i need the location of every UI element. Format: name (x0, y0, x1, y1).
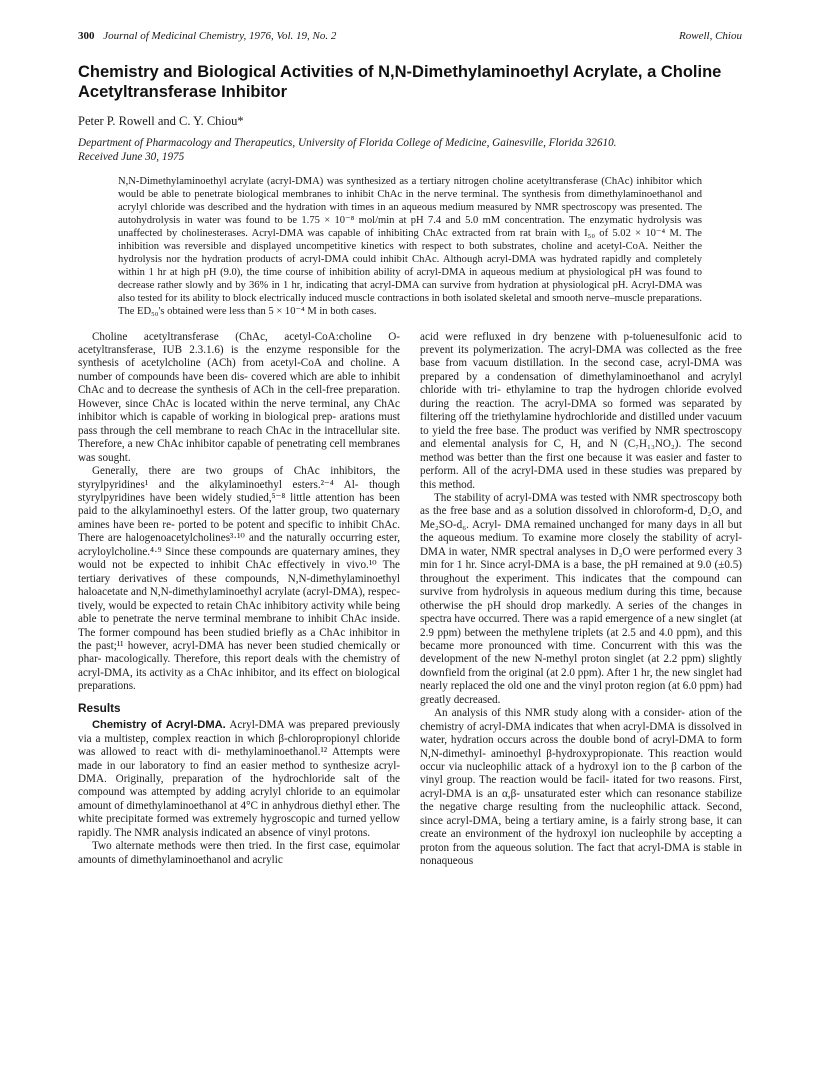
paragraph: Two alternate methods were then tried. In the first case, equimolar amounts of dimethylaminoethanol and acrylic (78, 840, 400, 866)
abstract-text: N,N-Dimethylaminoethyl acrylate (acryl-DMA) was synthesized as a tertiary nitrogen choline acetyltransferase (ChAc) inhibitor which would be able to penetrate biological membranes to inhibit ChAc in the nerve terminal. The synthesis from dimethylaminoethanol and acrylyl chloride was described and the hydration with times in an aqueous medium measured by NMR spectroscopy was presented. The autohydrolysis in water was found to be 1.75 × 10⁻⁸ mol/min at pH 7.4 and 5.0 mM concentration. The enzymatic hydrolysis was unaffected by cholinesterases. Acryl-DMA was capable of inhibiting ChAc extracted from rat brain with I₅₀ of 5.02 × 10⁻⁴ M. The inhibition was reversible and displayed uncompetitive kinetics with respect to both substrates, choline and acetyl-CoA. Neither the hydrolysis nor the hydration products of acryl-DMA could inhibit ChAc. Although acryl-DMA was hydrated rapidly and completely within 1 hr at high pH (9.0), the time course of inhibition ability of acryl-DMA in aqueous medium at physiological pH was found to decrease rather slowly and by 36% in 1 hr, indicating that acryl-DMA can survive from hydration at physiological pH. Acryl-DMA was also tested for its ability to block electrically induced muscle contractions in both isolated skeletal and smooth nerve–muscle preparations. The ED₅₀'s obtained were less than 5 × 10⁻⁴ M in both cases. (118, 175, 702, 318)
author-list: Peter P. Rowell and C. Y. Chiou* (78, 114, 244, 128)
section-heading: Results (78, 700, 121, 715)
received-date: Received June 30, 1975 (78, 150, 185, 163)
page-number: 300 (78, 30, 95, 42)
paragraph: acid were refluxed in dry benzene with p-toluenesulfonic acid to prevent its polymerization. The acryl-DMA was collected as the free base from vacuum distillation. In the second case, acryl-DMA was prepared by a condensation of dimethylaminoethanol and acrylyl chloride with tri- ethylamine to trap the hydrogen chloride evolved during the reaction. The acryl-DMA so formed was separated by filtering off the triethylamine hydrochloride and distilled under vacuum to yield the free base. The product was verified by NMR spectroscopy and elemental analysis for C, H, and N (C₇H₁₃NO₂). The second method was better than the first one because it was easier and faster to perform. All of the acryl-DMA used in these studies was prepared by this method. (420, 330, 742, 491)
paragraph (78, 719, 400, 840)
body-columns (78, 331, 742, 869)
article-title: Chemistry and Biological Activities of N,N-Dimethylaminoethyl Acrylate, a Choline Acetyltransferase Inhibitor (78, 63, 722, 101)
paragraph-text: Acryl-DMA was prepared previously via a multistep, complex reaction in which β-chloropropionyl chloride was allowed to react with di- methylaminoethanol.¹² Attempts were made in our laboratory to find an easier method to synthesize acryl-DMA. Originally, preparation of the hydrochloride salt of the compound was attempted by adding acrylyl chloride to an equimolar amount of dimethylaminoethanol at 4°C in anhydrous diethyl ether. The white precipitate formed was extremely hygroscopic and turned yellow rapidly. The NMR analysis indicated an absence of vinyl protons. (78, 719, 400, 839)
affiliation: Department of Pharmacology and Therapeutics, University of Florida College of Medicine, Gainesville, Florida 32610. (78, 137, 617, 149)
paragraph: Choline acetyltransferase (ChAc, acetyl-CoA:choline O-acetyltransferase, IUB 2.3.1.6) is the enzyme responsible for the synthesis of acetylcholine (ACh) from acetyl-CoA and choline. A number of compounds have been dis- covered which are able to inhibit ChAc and to decrease the synthesis of ACh in the cell-free preparation. However, since ChAc is located within the nerve terminal, any ChAc inhibitor which is capable of working in biological prep- arations must pass through the cell membrane to reach ChAc in the intracellular site. Therefore, a new ChAc inhibitor capable of penetrating cell membranes was sought. (78, 330, 400, 464)
paragraph: An analysis of this NMR study along with a consider- ation of the chemistry of acryl-DMA indicates that when acryl-DMA is dissolved in water, hydration occurs across the double bond of acryl-DMA to form N,N-dimethyl- aminoethyl β-hydroxypropionate. This reaction would occur via nucleophilic attack of a hydroxyl ion to the β carbon of the vinyl group. The reaction would be facil- itated for two reasons. First, acryl-DMA is an α,β- unsaturated ester which can resonance stabilize the negative charge resulting from the nucleophilic attack. Second, since acryl-DMA, being a tertiary amine, is a fairly strong base, it can create an environment of the hydroxyl ion nucleophile by accepting a proton from the aqueous solution. The fact that acryl-DMA is stable in nonaqueous (420, 707, 742, 868)
left-column (78, 331, 400, 869)
running-authors: Rowell, Chiou (679, 30, 742, 42)
running-head-left (78, 30, 336, 42)
running-head (78, 30, 742, 42)
right-column (420, 331, 742, 869)
journal-citation: Journal of Medicinal Chemistry, 1976, Vol. 19, No. 2 (103, 30, 337, 42)
subsection-heading: Chemistry of Acryl-DMA. (92, 719, 226, 732)
abstract (118, 175, 702, 319)
paragraph: The stability of acryl-DMA was tested with NMR spectroscopy both as the free base and as a solution dissolved in chloroform-d, D₂O, and Me₂SO-d₆. Acryl- DMA remained unchanged for many days in all but the aqueous medium. To examine more closely the stability of acryl-DMA in water, NMR spectral analyses in D₂O were performed every 3 min for 1 hr. Since acryl-DMA is a base, the pH remained at 9.0 (±0.5) throughout the experiment. This indicates that the compound can survive from hydrolysis in aqueous medium during this time, because otherwise the pH should drop markedly. A series of the changes in spectra have occurred. There was a rapid emergence of a new singlet (at 2.9 ppm) between the methylene triplets (at 2.5 and 4.0 ppm), and this became more pronounced with time. Concurrent with this was the development of the new N-methyl proton singlet (at 2.2 ppm) slightly downfield from the original (at 2.0 ppm). After 1 hr, the new singlet had nearly replaced the old one and the vinyl proton region (at 6.0 ppm) had greatly decreased. (420, 491, 742, 706)
journal-page (78, 30, 742, 869)
paragraph: Generally, there are two groups of ChAc inhibitors, the styrylpyridines¹ and the alkylaminoethyl esters.²⁻⁴ Al- though styrylpyridines have been widely studied,⁵⁻⁸ little attention has been paid to the alkylaminoethyl esters. Of the latter group, two quaternary amines have been re- ported to be potent and specific to inhibit ChAc. There are halogenoacetylcholines³·¹⁰ and the naturally occurring ester, acryloylcholine.⁴·⁹ Since these compounds are quaternary amines, they would not be expected to inhibit ChAc effectively in vivo.¹⁰ The tertiary derivatives of these compounds, N,N-dimethylaminoethyl haloacetate and N,N-dimethylaminoethyl acrylate (acryl-DMA), respec- tively, would be expected to retain ChAc inhibitory activity while being able to penetrate the nerve terminal membrane to inhibit ChAc inside. The former compound has been studied briefly as a ChAc inhibitor in the past;¹¹ however, acryl-DMA has never been studied chemically or phar- macologically. Therefore, this report deals with the chemistry of acryl-DMA, its activity as a ChAc inhibitor, and its effect on biological preparations. (78, 465, 401, 693)
